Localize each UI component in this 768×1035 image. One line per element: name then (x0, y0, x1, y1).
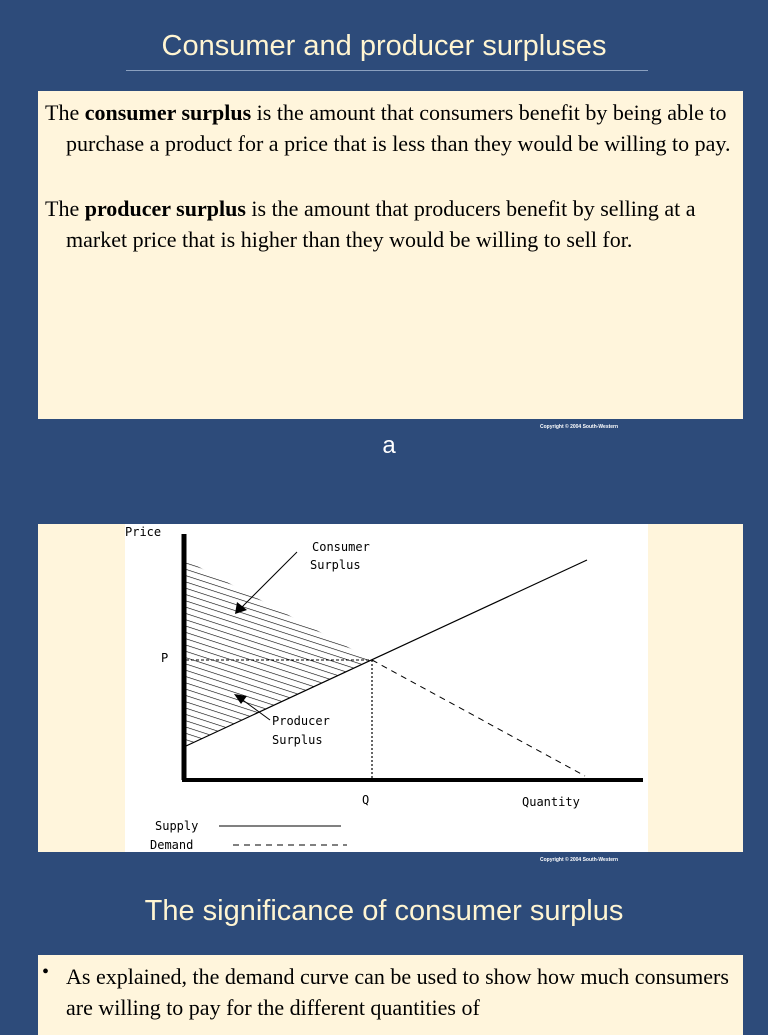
term-producer-surplus: producer surplus (84, 196, 246, 221)
copyright-note: Copyright © 2004 South-Western (540, 857, 619, 863)
para-lead: The (45, 100, 85, 125)
slide-title-significance: The significance of consumer surplus (144, 895, 624, 927)
consumer-surplus-label-1: Consumer (312, 540, 370, 554)
bullet-dot: • (42, 961, 50, 983)
producer-surplus-label-2: Surplus (272, 733, 323, 747)
producer-surplus-definition (38, 193, 743, 255)
demand-curve (372, 660, 585, 776)
title-underline (126, 70, 648, 71)
x-axis-label: Quantity (522, 795, 580, 809)
price-tick-label: P (161, 651, 169, 665)
para-rest: is the amount that consumers benefit by being able to purchase a product for a price that is less than they would be willing to pay. (66, 100, 731, 156)
producer-surplus-label-1: Producer (272, 714, 330, 728)
quantity-tick-label: Q (362, 793, 370, 807)
consumer-arrow (241, 552, 297, 608)
term-consumer-surplus: consumer surplus (84, 100, 252, 125)
para-rest: is the amount that producers benefit by selling at a market price that is higher than they would be willing to sell for. (66, 196, 696, 252)
consumer-surplus-area (186, 560, 372, 660)
consumer-surplus-label-2: Surplus (310, 558, 361, 572)
para-lead: The (45, 196, 85, 221)
significance-text: As explained, the demand curve can be used to show how much consumers are willing to pay for the different quantities of (66, 964, 729, 1020)
copyright-note: Copyright © 2004 South-Western (540, 424, 619, 430)
y-axis-label: Price (125, 525, 162, 539)
consumer-surplus-definition (38, 97, 743, 159)
surplus-chart-svg (125, 524, 648, 852)
legend-demand-label: Demand (150, 838, 194, 852)
slide-title-surpluses: Consumer and producer surpluses (161, 30, 607, 62)
legend-supply-label: Supply (155, 819, 199, 833)
slide-label: a (382, 432, 396, 459)
definition-panel (38, 91, 743, 419)
surplus-diagram (125, 524, 648, 852)
significance-panel (38, 955, 743, 1035)
